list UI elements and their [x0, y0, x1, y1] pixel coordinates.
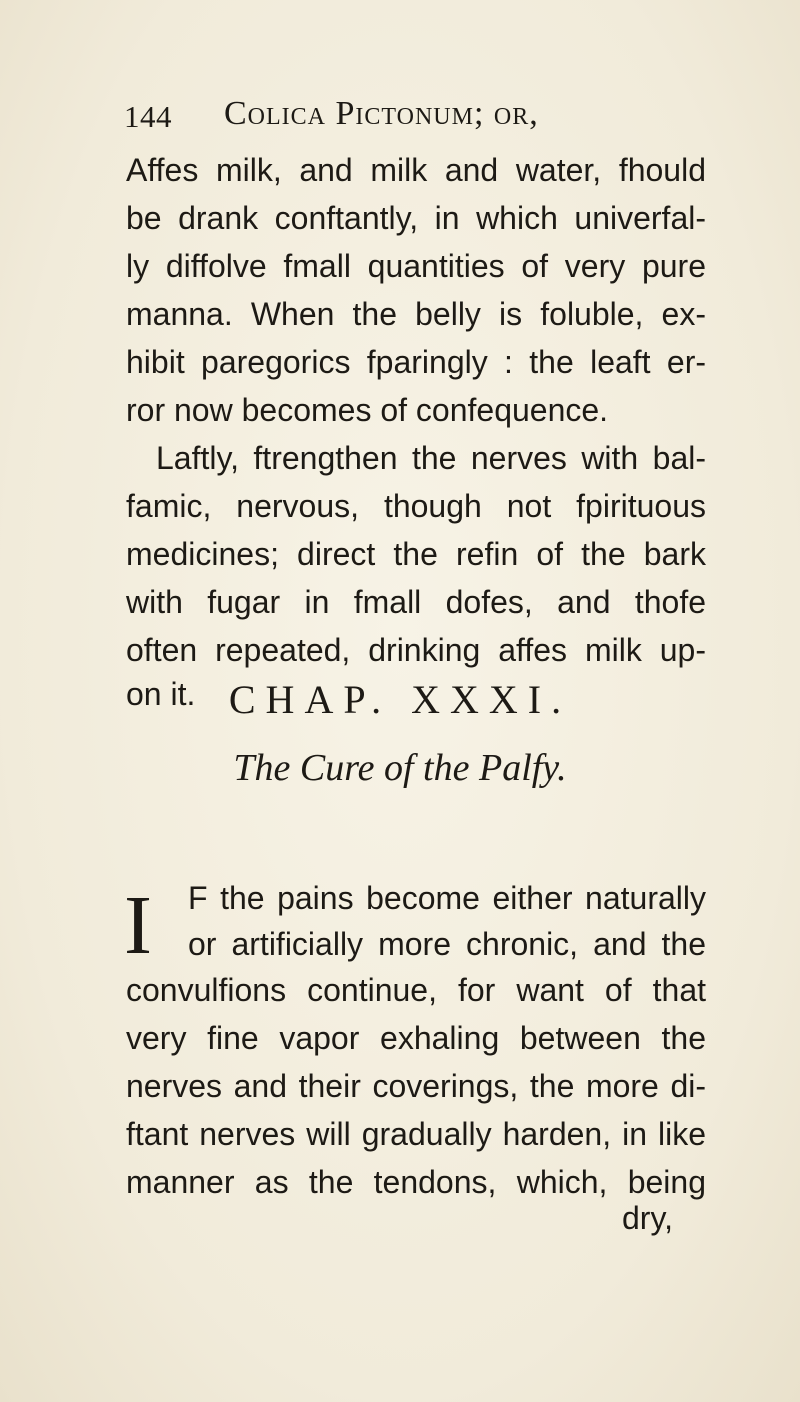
text-line: hibit paregorics fparingly : the leaft er-	[126, 344, 706, 380]
text-line: ftant nerves will gradually harden, in like	[126, 1116, 706, 1152]
text-line: Laftly, ftrengthen the nerves with bal-	[156, 440, 706, 476]
running-head: Colica Pictonum; or,	[224, 95, 539, 132]
text-line: very fine vapor exhaling between the	[126, 1020, 706, 1056]
text-line: nerves and their coverings, the more di-	[126, 1068, 706, 1104]
chapter-title: The Cure of the Palfy.	[233, 747, 567, 789]
text-line: ror now becomes of confequence.	[126, 392, 609, 428]
chapter-heading: CHAP. XXXI.	[228, 677, 572, 722]
drop-cap: I	[124, 879, 152, 972]
page-header	[124, 95, 724, 139]
text-line: often repeated, drinking affes milk up-	[126, 632, 706, 668]
text-line: on it.	[126, 676, 196, 712]
page-number: 144	[124, 99, 172, 134]
text-line: be drank conftantly, in which univerfal-	[126, 200, 706, 236]
text-line: manna. When the belly is foluble, ex-	[126, 296, 706, 332]
text-line: Affes milk, and milk and water, fhould	[126, 152, 706, 188]
text-line: F the pains become either naturally	[188, 880, 706, 916]
text-line: famic, nervous, though not fpirituous	[126, 488, 706, 524]
text-line: ly diffolve fmall quantities of very pure	[126, 248, 706, 284]
text-line: with fugar in fmall dofes, and thofe	[126, 584, 706, 620]
catchword: dry,	[622, 1200, 673, 1236]
text-line: medicines; direct the refin of the bark	[126, 536, 706, 572]
text-line: or artificially more chronic, and the	[188, 926, 706, 962]
text-line: convulfions continue, for want of that	[126, 972, 706, 1008]
text-line: manner as the tendons, which, being	[126, 1164, 706, 1200]
